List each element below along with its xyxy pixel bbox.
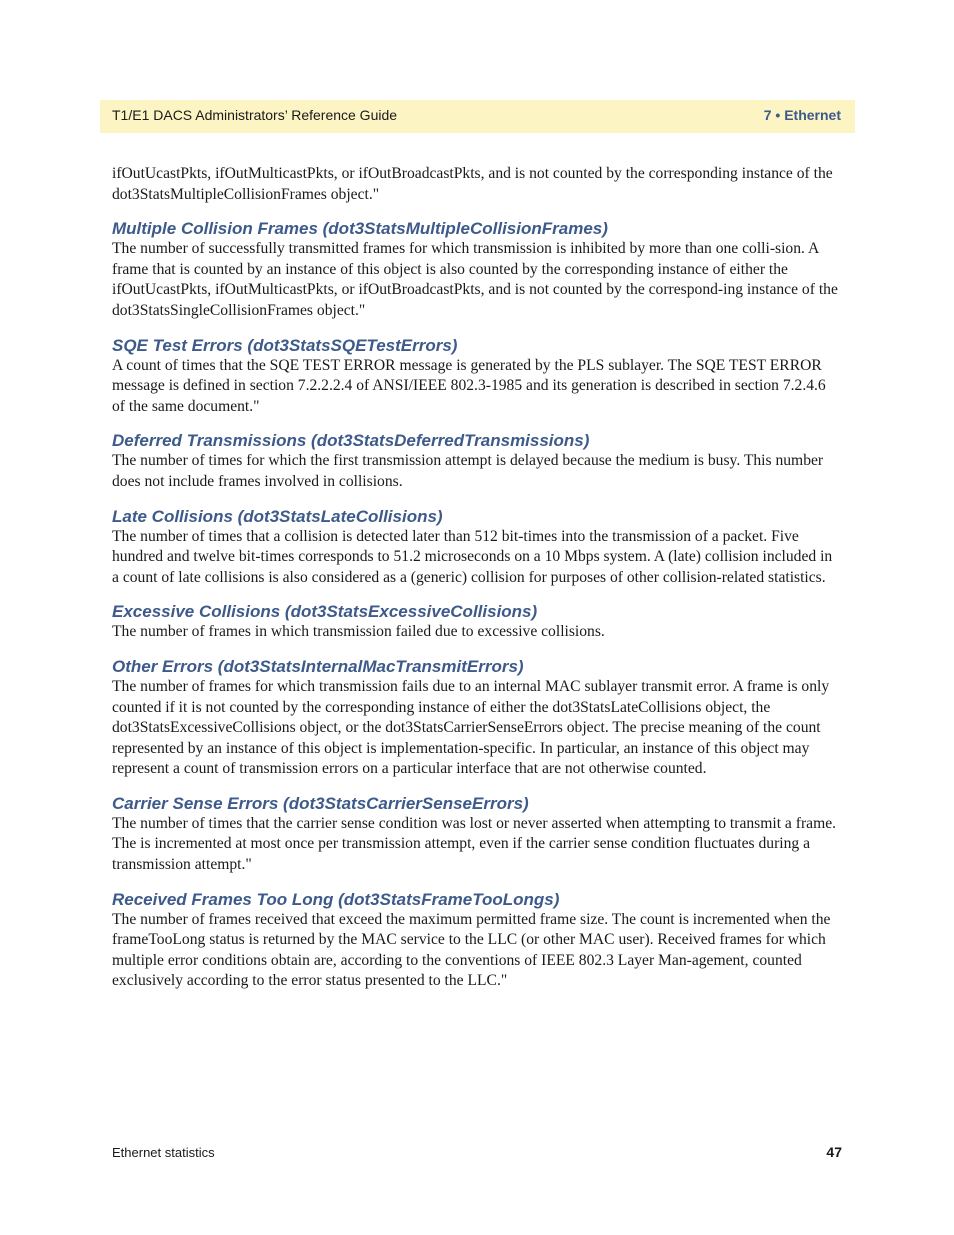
body-other-errors: The number of frames for which transmission fails due to an internal MAC sublayer transmit error. A frame is only counted if it is not counted by the corresponding instance of either the dot3StatsLateCollisions object, the dot3StatsExcessiveCollisions object, or the dot3StatsCarrierSenseErrors object. The precise meaning of the count represented by an instance of this object is implementation-specific. In particular, an instance of this object may represent a count of transmission errors on a particular interface that are not otherwise counted. bbox=[112, 677, 830, 778]
footer-section-name: Ethernet statistics bbox=[112, 1145, 215, 1160]
heading-deferred-transmissions: Deferred Transmissions (dot3StatsDeferredTransmissions) bbox=[112, 431, 590, 451]
page-content bbox=[112, 164, 842, 992]
body-excessive-collisions: The number of frames in which transmission failed due to excessive collisions. bbox=[112, 623, 605, 641]
body-sqe-test-errors: A count of times that the SQE TEST ERROR message is generated by the PLS sublayer. The SQE TEST ERROR message is defined in section 7.2.2.2.4 of ANSI/IEEE 802.3-1985 and its generation is described in section 7.2.4.6 of the same document." bbox=[112, 356, 826, 415]
body-deferred-transmissions: The number of times for which the first transmission attempt is delayed because the medium is busy. This number does not include frames involved in collisions. bbox=[112, 452, 824, 490]
heading-multiple-collision-frames: Multiple Collision Frames (dot3StatsMultipleCollisionFrames) bbox=[112, 219, 608, 239]
running-header bbox=[100, 100, 855, 133]
body-multiple-collision-frames: The number of successfully transmitted frames for which transmission is inhibited by more than one colli-sion. A frame that is counted by an instance of this object is also counted by the corresponding instance of either the ifOutUcastPkts, ifOutMulticastPkts, or ifOutBroadcastPkts, and is not counted by the correspond-ing instance of the dot3StatsSingleCollisionFrames object." bbox=[112, 240, 838, 319]
page-number: 47 bbox=[826, 1144, 842, 1160]
heading-received-frames-too-long: Received Frames Too Long (dot3StatsFrameTooLongs) bbox=[112, 889, 560, 909]
body-received-frames-too-long: The number of frames received that exceed the maximum permitted frame size. The count is incremented when the frameTooLong status is returned by the MAC service to the LLC (or other MAC user). Received frames for which multiple error conditions obtain are, according to the conventions of IEEE 802.3 Layer Man-agement, counted exclusively according to the error status presented to the LLC." bbox=[112, 910, 831, 990]
chapter-label: 7 • Ethernet bbox=[763, 107, 841, 123]
heading-late-collisions: Late Collisions (dot3StatsLateCollisions) bbox=[112, 506, 443, 526]
body-carrier-sense-errors: The number of times that the carrier sense condition was lost or never asserted when attempting to transmit a frame. The is incremented at most once per transmission attempt, even if the carrier sense condition fluctuates during a transmission attempt." bbox=[112, 814, 837, 874]
heading-sqe-test-errors: SQE Test Errors (dot3StatsSQETestErrors) bbox=[112, 335, 458, 355]
intro-paragraph: ifOutUcastPkts, ifOutMulticastPkts, or ifOutBroadcastPkts, and is not counted by the corresponding instance of the dot3StatsMultipleCollisionFrames object." bbox=[112, 165, 833, 203]
heading-excessive-collisions: Excessive Collisions (dot3StatsExcessiveCollisions) bbox=[112, 602, 538, 622]
guide-title: T1/E1 DACS Administrators’ Reference Guide bbox=[112, 107, 398, 123]
heading-other-errors: Other Errors (dot3StatsInternalMacTransmitErrors) bbox=[112, 656, 524, 676]
body-late-collisions: The number of times that a collision is detected later than 512 bit-times into the transmission of a packet. Five hundred and twelve bit-times corresponds to 51.2 microseconds on a 10 Mbps system. A (late) collision included in a count of late collisions is also considered as a (generic) collision for purposes of other collision-related statistics. bbox=[112, 527, 833, 586]
heading-carrier-sense-errors: Carrier Sense Errors (dot3StatsCarrierSenseErrors) bbox=[112, 793, 529, 813]
